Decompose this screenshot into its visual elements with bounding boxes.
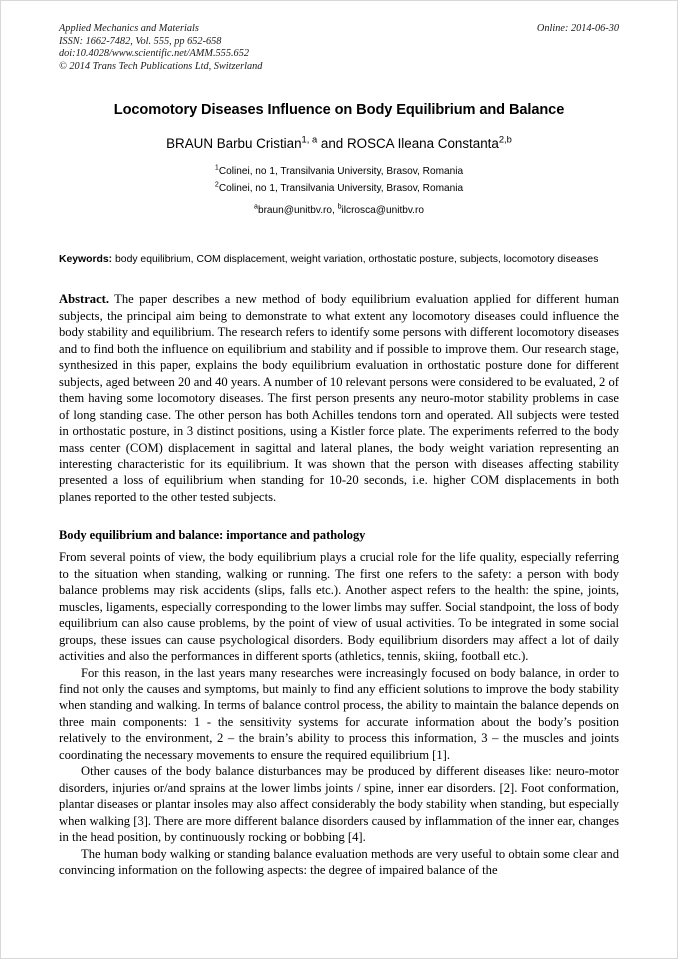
journal-header xyxy=(59,23,619,73)
journal-copyright: © 2014 Trans Tech Publications Ltd, Switzerland xyxy=(59,60,263,72)
author-2-name: ROSCA Ileana Constanta xyxy=(346,136,499,152)
keywords-label: Keywords: xyxy=(59,253,113,265)
journal-title: Applied Mechanics and Materials xyxy=(59,23,199,34)
affiliation-2-text: Colinei, no 1, Transilvania University, Brasov, Romania xyxy=(218,182,464,194)
abstract-text: The paper describes a new method of body equilibrium evaluation applied for different human subjects, the principal aim being to demonstrate to what extent any locomotory diseases could influence the body stability and equilibrium. The research refers to identify some persons with different locomotory diseases and to find both the influence on equilibrium and stability and if possible to improve them. Our research stage, synthesized in this paper, explains the body equilibrium evaluation in orthostatic posture done for different subjects, aged between 20 and 40 years. A number of 10 relevant persons were considered to be evaluated, 2 of them having some locomotory diseases. The first person presents any neuro-motor stability problems in case of long standing case. The other person has both Achilles tendons torn and operated. All subjects were tested in orthostatic posture, in 3 distinct positions, using a Kistler force plate. The experiments referred to the body mass center (COM) displacement in sagittal and lateral planes, the body weight variation representing an interesting characteristic for its equilibrium. It was shown that the person with diseases affecting stability presented a loss of equilibrium when standing for 10-20 seconds, i.e. higher COM displacements in both planes reported to the other tested subjects. xyxy=(59,292,619,504)
journal-doi: doi:10.4028/www.scientific.net/AMM.555.652 xyxy=(59,48,249,60)
email-1-marker: a xyxy=(254,204,258,212)
body-paragraph-3: Other causes of the body balance disturbances may be produced by different diseases like: neuro-motor disorders, injuries or/and sprains at the lower limbs joints / spine, inner ear disorders. [2]. Foot conformation, plantar diseases or plantar insoles may also affect considerably the body stability when standing, but especially when walking [3]. There are more different balance disorders caused by inflammation of the inner ear, changes in the head position, by continuously rocking or bobbing [4]. xyxy=(59,764,619,845)
body-paragraph-1: From several points of view, the body equilibrium plays a crucial role for the life quality, especially referring to the situation when standing, walking or running. The first one refers to the safety: a person with body balance problems may risk accidents (slips, falls etc.). Another aspect refers to the health: the spine, joints, muscles, ligaments, especially corresponding to the lower limbs may suffer. Social standpoint, the loss of body equilibrium can also cause problems, by the point of view of usual activities. To be integrated in some social groups, these issues can cause psychological disorders. Body equilibrium disorders may affect a lot of daily activities and also the performances in different sports (athletics, tennis, skiing, football etc.). xyxy=(59,550,619,664)
body-paragraph-2: For this reason, in the last years many researches were increasingly focused on body balance, in order to find not only the causes and symptoms, but mainly to find any efficient solutions to improve the body stability when standing and walking. In terms of balance control process, the ability to maintain the balance depends on three main components: 1 - the sensitivity systems for accurate information about the body’s position relatively to the environment, 2 – the brain’s ability to process this information, 3 – the muscles and joints coordinating the necessary movements to ensure the required equilibrium [1]. xyxy=(59,665,619,762)
affiliation-1-text: Colinei, no 1, Transilvania University, Brasov, Romania xyxy=(218,166,464,178)
body-paragraph-4: The human body walking or standing balance evaluation methods are very useful to obtain some clear and convincing information on the following aspects: the degree of impaired balance of the xyxy=(59,846,619,877)
affiliation-1-marker: 1 xyxy=(214,165,219,173)
author-conjunction: and xyxy=(317,136,347,152)
keywords-block xyxy=(59,253,619,268)
author-2-superscript: 2,b xyxy=(498,134,512,145)
email-2-marker: b xyxy=(337,204,342,212)
author-list xyxy=(59,135,619,152)
keywords-text: body equilibrium, COM displacement, weight variation, orthostatic posture, subjects, locomotory diseases xyxy=(112,253,599,265)
abstract-block xyxy=(59,291,619,505)
email-1-link[interactable]: braun@unitbv.ro xyxy=(257,205,332,217)
online-date: Online: 2014-06-30 xyxy=(536,23,619,34)
affiliation-2 xyxy=(59,181,619,198)
author-1-name: BRAUN Barbu Cristian xyxy=(166,136,302,152)
affiliation-1 xyxy=(59,164,619,181)
affiliation-2-marker: 2 xyxy=(214,181,219,189)
journal-issn: ISSN: 1662-7482, Vol. 555, pp 652-658 xyxy=(59,35,222,47)
email-2-link[interactable]: ilcrosca@unitbv.ro xyxy=(341,205,424,217)
author-emails xyxy=(59,203,619,220)
journal-header-left xyxy=(59,23,619,73)
author-1-superscript: 1, a xyxy=(301,134,318,145)
page-title: Locomotory Diseases Influence on Body Equilibrium and Balance xyxy=(113,102,565,119)
abstract-label: Abstract. xyxy=(59,292,110,307)
section-heading: Body equilibrium and balance: importance and pathology xyxy=(59,528,366,543)
emails-separator: , xyxy=(331,205,338,217)
